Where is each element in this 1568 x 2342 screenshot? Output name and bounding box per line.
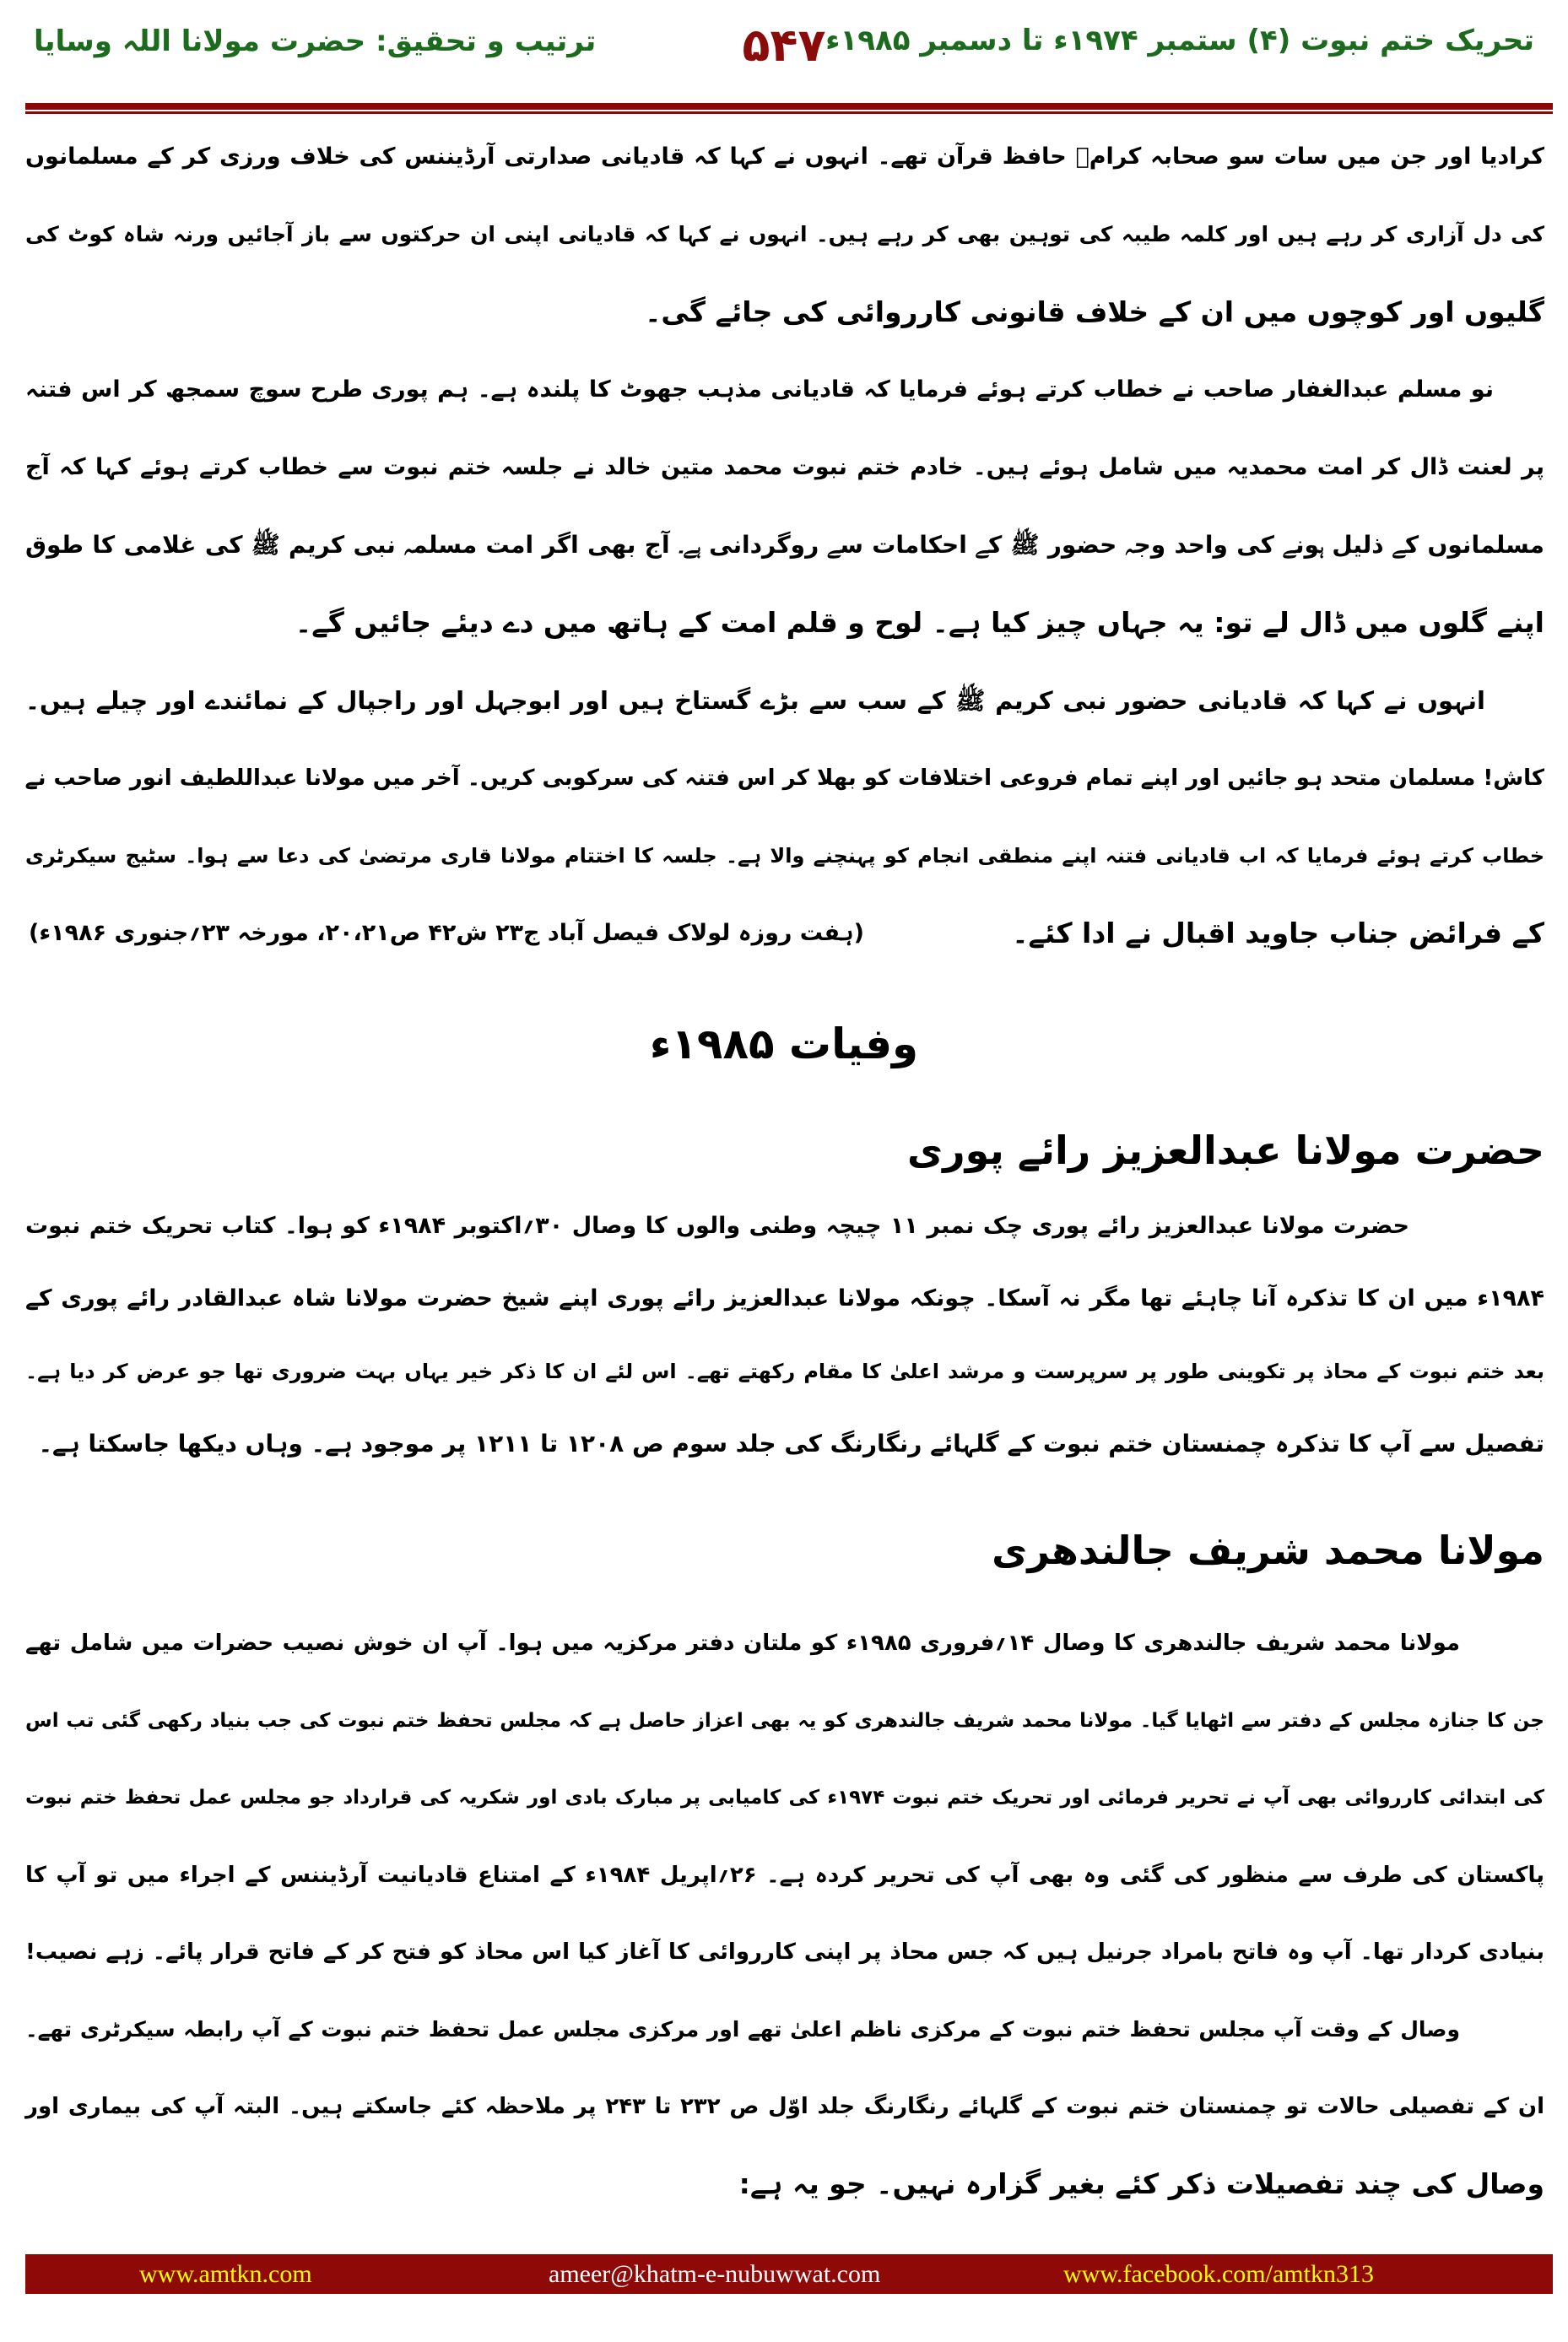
text-line: مسلمانوں کے ذلیل ہونے کی واحد وجہ حضور ﷺ کے احکامات سے روگردانی ہے۔ آج بھی اگر امت مسلمہ نبی کریم ﷺ کی غلامی کا طوق [25, 531, 1544, 559]
page-footer [25, 2254, 1553, 2294]
citation: (ہفت روزہ لولاک فیصل آباد ج۲۳ ش۴۲ ص۲۰،۲۱، مورخہ ۲۳؍جنوری ۱۹۸۶ء) [29, 920, 864, 946]
book-title: تحریک ختم نبوت (۴) ستمبر ۱۹۷۴ء تا دسمبر ۱۹۸۵ء [825, 24, 1534, 57]
text-line: انہوں نے کہا کہ قادیانی حضور نبی کریم ﷺ کے سب سے بڑے گستاخ ہیں اور ابوجہل اور راجپال کے نمائندے اور چیلے ہیں۔ [25, 686, 1486, 715]
text-line: بعد ختم نبوت کے محاذ پر تکوینی طور پر سرپرست و مرشد اعلیٰ کا مقام رکھتے تھے۔ اس لئے ان کا ذکر خیر یہاں بہت ضروری تھا جو عرض کر دیا ہے۔ [25, 1360, 1544, 1383]
text-line: خطاب کرتے ہوئے فرمایا کہ اب قادیانی فتنہ اپنے منطقی انجام کو پہنچنے والا ہے۔ جلسہ کا اختتام مولانا قاری مرتضیٰ کی دعا سے ہوا۔ سٹیج سیکرٹری [25, 844, 1544, 868]
text-line: وصال کے وقت آپ مجلس تحفظ ختم نبوت کے مرکزی ناظم اعلیٰ تھے اور مرکزی مجلس عمل تحفظ ختم نبوت کے آپ رابطہ سیکرٹری تھے۔ [25, 2016, 1460, 2042]
header-rule-thick [25, 103, 1553, 110]
text-line: کاش! مسلمان متحد ہو جائیں اور اپنے تمام فروعی اختلافات کو بھلا کر اس فتنہ کی سرکوبی کریں۔ آخر میں مولانا عبداللطیف انور صاحب نے [24, 765, 1544, 791]
text-line: نو مسلم عبدالغفار صاحب نے خطاب کرتے ہوئے فرمایا کہ قادیانی مذہب جھوٹ کا پلندہ ہے۔ ہم پوری طرح سوچ سمجھ کر اس فتنہ [25, 376, 1494, 403]
text-line: ۱۹۸۴ء میں ان کا تذکرہ آنا چاہئے تھا مگر نہ آسکا۔ چونکہ مولانا عبدالعزیز رائے پوری اپنے شیخ حضرت مولانا شاہ عبدالقادر رائے پوری کے [25, 1285, 1544, 1312]
text-line: اپنے گلوں میں ڈال لے تو: یہ جہاں چیز کیا ہے۔ لوح و قلم امت کے ہاتھ میں دے دیئے جائیں گے۔ [295, 606, 1544, 639]
page-number: ۵۴۷ [742, 19, 826, 72]
text-line: وصال کی چند تفصیلات ذکر کئے بغیر گزارہ نہیں۔ جو یہ ہے: [738, 2166, 1544, 2200]
entry-heading: مولانا محمد شریف جالندھری [992, 1528, 1544, 1573]
text-line: کرادیا اور جن میں سات سو صحابہ کرامؓ حافظ قرآن تھے۔ انہوں نے کہا کہ قادیانی صدارتی آرڈیننس کی خلاف ورزی کر کے مسلمانوں [25, 143, 1544, 170]
text-line: حضرت مولانا عبدالعزیز رائے پوری چک نمبر ۱۱ چیچہ وطنی والوں کا وصال ۳۰؍اکتوبر ۱۹۸۴ء کو ہوا۔ کتاب تحریک ختم نبوت [25, 1213, 1410, 1239]
text-line: گلیوں اور کوچوں میں ان کے خلاف قانونی کارروائی کی جائے گی۔ [645, 295, 1544, 328]
facebook-link[interactable]: www.facebook.com/amtkn313 [1063, 2259, 1374, 2288]
email-link[interactable]: ameer@khatm-e-nubuwwat.com [549, 2259, 881, 2288]
website-link[interactable]: www.amtkn.com [139, 2259, 312, 2288]
text-line: پر لعنت ڈال کر امت محمدیہ میں شامل ہوئے ہیں۔ خادم ختم نبوت محمد متین خالد نے جلسہ ختم نبوت سے خطاب کرتے ہوئے کہا کہ آج [25, 454, 1544, 480]
section-title: وفیات ۱۹۸۵ء [649, 1020, 919, 1068]
text-line: ان کے تفصیلی حالات تو چمنستان ختم نبوت کے گلہائے رنگارنگ جلد اوّل ص ۲۳۲ تا ۲۴۳ پر ملاحظہ کئے جاسکتے ہیں۔ البتہ آپ کی بیماری اور [25, 2094, 1544, 2119]
text-line: پاکستان کی طرف سے منظور کی گئی وہ بھی آپ کی تحریر کردہ ہے۔ ۲۶؍اپریل ۱۹۸۴ء کے امتناع قادیانیت آرڈیننس کے اجراء میں تو آپ کا [25, 1862, 1545, 1888]
header-rule-thin [25, 111, 1553, 114]
text-line: کے فرائض جناب جاوید اقبال نے ادا کئے۔ [1012, 917, 1544, 949]
text-line: بنیادی کردار تھا۔ آپ وہ فاتح بامراد جرنیل ہیں کہ جس محاذ پر اپنی کارروائی کا آغاز کیا اس محاذ کو فتح کر کے فاتح قرار پائے۔ زہے نصیب! [25, 1939, 1544, 1965]
text-line: تفصیل سے آپ کا تذکرہ چمنستان ختم نبوت کے گلہائے رنگارنگ کی جلد سوم ص ۱۲۰۸ تا ۱۲۱۱ پر موجود ہے۔ وہاں دیکھا جاسکتا ہے۔ [38, 1430, 1544, 1458]
text-line: جن کا جنازہ مجلس کے دفتر سے اٹھایا گیا۔ مولانا محمد شریف جالندھری کو یہ بھی اعزاز حاصل ہے کہ مجلس تحفظ ختم نبوت کی جب بنیاد رکھی گئی تب اس [25, 1709, 1544, 1732]
text-line: مولانا محمد شریف جالندھری کا وصال ۱۴؍فروری ۱۹۸۵ء کو ملتان دفتر مرکزیہ میں ہوا۔ آپ ان خوش نصیب حضرات میں شامل تھے [25, 1631, 1460, 1656]
entry-heading: حضرت مولانا عبدالعزیز رائے پوری [906, 1128, 1544, 1173]
text-line: کی دل آزاری کر رہے ہیں اور کلمہ طیبہ کی توہین بھی کر رہے ہیں۔ انہوں نے کہا کہ قادیانی اپنی ان حرکتوں سے باز آجائیں ورنہ شاہ کوٹ کی [25, 222, 1544, 246]
text-line: کی ابتدائی کارروائی بھی آپ نے تحریر فرمائی اور تحریک ختم نبوت ۱۹۷۴ء کی کامیابی پر مبارک بادی اور شکریہ کی قرارداد جو مجلس عمل تحفظ ختم نبوت [25, 1787, 1545, 1809]
compiler-credit: ترتیب و تحقیق: حضرت مولانا اللہ وسایا [34, 24, 597, 58]
